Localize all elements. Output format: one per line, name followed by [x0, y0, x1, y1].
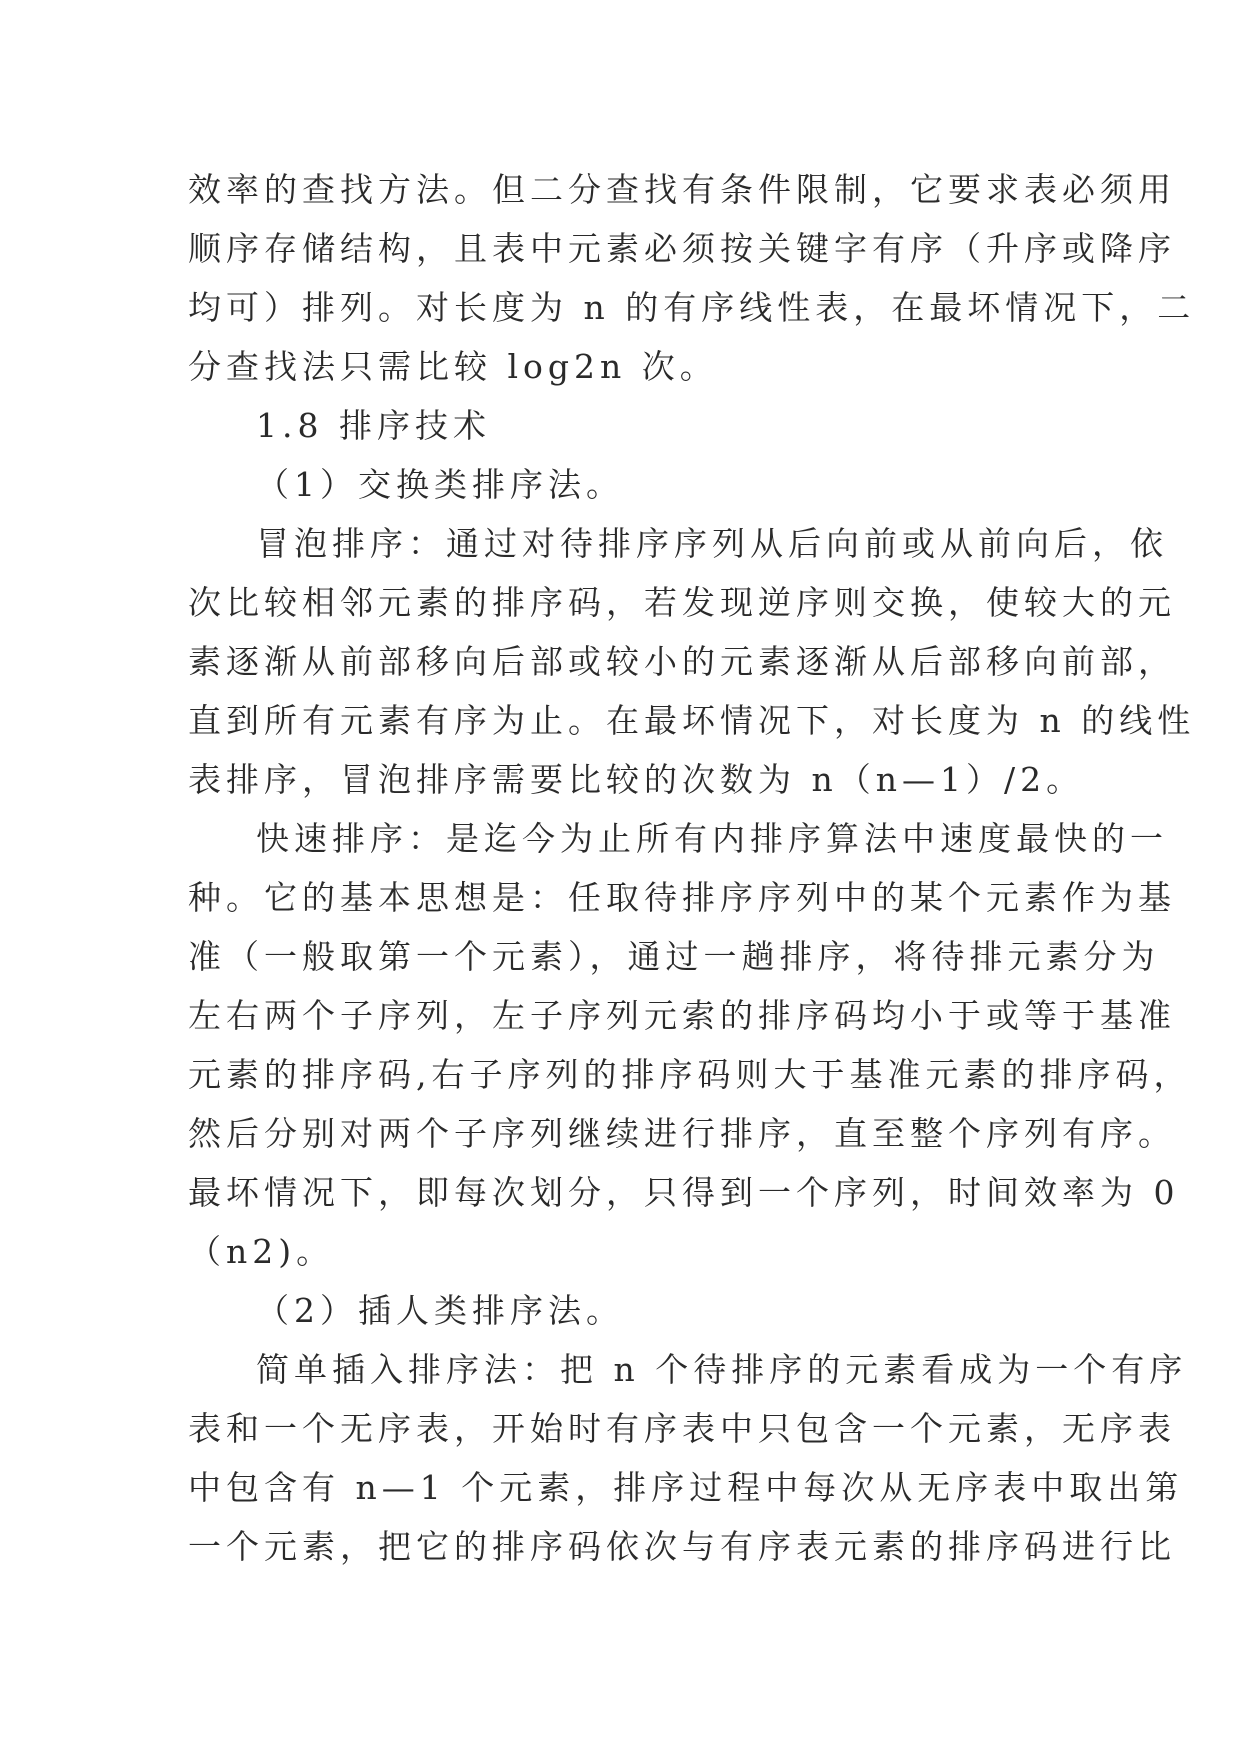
- body-text: [188, 160, 1196, 1576]
- subsection-heading: （2）插人类排序法。: [256, 1291, 624, 1330]
- text-line: 种。它的基本思想是：任取待排序序列中的某个元素作为基: [188, 878, 1176, 917]
- text-line: 简单插入排序法：把 n 个待排序的元素看成为一个有序: [256, 1350, 1188, 1389]
- text-line: 准（一般取第一个元素），通过一趟排序，将待排元素分为: [188, 937, 1160, 976]
- text-line: 次比较相邻元素的排序码，若发现逆序则交换，使较大的元: [188, 583, 1176, 622]
- text-line: 素逐渐从前部移向后部或较小的元素逐渐从后部移向前部，: [188, 642, 1176, 681]
- text-line: 快速排序：是迄今为止所有内排序算法中速度最快的一: [256, 819, 1168, 858]
- text-line: 元素的排序码,右子序列的排序码则大于基准元素的排序码，: [188, 1055, 1192, 1094]
- text-line: （n2)。: [188, 1232, 335, 1271]
- text-line: 然后分别对两个子序列继续进行排序，直至整个序列有序。: [188, 1114, 1176, 1153]
- text-line: 表和一个无序表，开始时有序表中只包含一个元素，无序表: [188, 1409, 1176, 1448]
- text-line: 效率的查找方法。但二分查找有条件限制，它要求表必须用: [188, 170, 1176, 209]
- text-line: 顺序存储结构，且表中元素必须按关键字有序（升序或降序: [188, 229, 1176, 268]
- text-line: 一个元素，把它的排序码依次与有序表元素的排序码进行比: [188, 1527, 1176, 1566]
- section-heading: 1.8 排序技术: [256, 406, 491, 445]
- text-line: 冒泡排序：通过对待排序序列从后向前或从前向后，依: [256, 524, 1168, 563]
- subsection-heading: （1）交换类排序法。: [256, 465, 624, 504]
- text-line: 分查找法只需比较 log2n 次。: [188, 347, 718, 386]
- text-line: 左右两个子序列，左子序列元索的排序码均小于或等于基准: [188, 996, 1176, 1035]
- text-line: 表排序，冒泡排序需要比较的次数为 n（n—1）/2。: [188, 760, 1085, 799]
- text-line: 直到所有元素有序为止。在最坏情况下，对长度为 n 的线性: [188, 701, 1196, 740]
- text-line: 均可）排列。对长度为 n 的有序线性表，在最坏情况下，二: [188, 288, 1196, 327]
- text-line: 中包含有 n—1 个元素，排序过程中每次从无序表中取出第: [188, 1468, 1184, 1507]
- text-line: 最坏情况下，即每次划分，只得到一个序列，时间效率为 0: [188, 1173, 1180, 1212]
